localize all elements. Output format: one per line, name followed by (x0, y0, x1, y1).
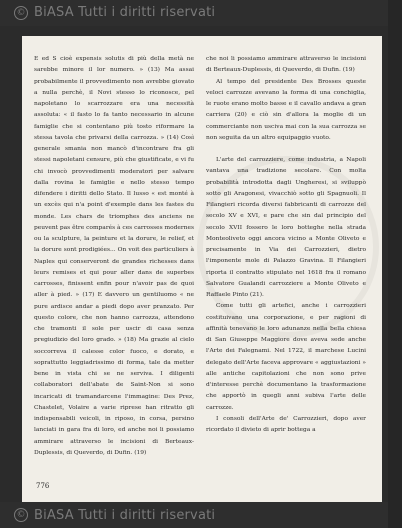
left-paragraph-1: E ed S cioè expensis solutis di più della metà ne sarebbe minore il lor numero. » (13) Ma assai probabilmente il provvedimento non avrebbe giovato a nulla perchè, il Novi stesso lo riconosce, pel napoletano lo scarrozzare era una necessità assoluta: « il fasto lo fa tanto necessario in alcune famiglie che si contentano più tosto riformare la stessa tavola che privarsi della carrozza. » (14) Così generale smania non mancò d'incontrare fra gli stessi napoletani censure, più che giustificate, e vi fu chi invocò provvedimenti moderatori per salvare dalla rovina le famiglie e nello stesso tempo difendere i diritti dello Stato. Il lusso « est monté à un excès qui n'a point d'exemple dans les fastes du monde. Les chars de triomphes des anciens ne peuvent pas être comparés à ces carrosses modernes ou la sculpture, la peinture et la dorure, le relief, et la dorure sont prodigiées... On voit des particuliers à Naples qui conserveront de grandes richesses dans leurs remises et qui pour aller dans de superbes carrosses, finissent enfin pour n'avoir pas de quoi aller à pied. » (17) E davvero un gentiluomo « ne pure ardisce andar a piedi dopo aver pranzato. Per questo colore, che non hanno carrozza, attendono che tramonti il sole per uscir di casa senza pregiudizio del loro grado. » (18) Ma grazie al cielo soccorreva il calesse color fuoco, e dorato, e soprattutto leggiadrissimo di forma, tale da metter bene in vista chi se ne serviva. I diligenti collaboratori dell'abate de Saint-Non si sono incaricati di tramandarcene l'immagine: Des Prez, Chastelet, Volaire a varie riprese han ritratto gli indispensabili veicoli, in riposo, in corsa, persino lanciati in gara fra di loro, ed anche noi li possiamo ammirare attraverso le incisioni di Berteaux-Duplessis, di Queverdo, di Dufin. (19) (34, 56, 195, 456)
right-paragraph-4: Come tutti gli artefici, anche i carrozzieri costituivano una corporazione, e per ragioni di affinità tenevano le loro adunanze nella bella chiesa di San Giuseppe Maggiore dove aveva sede anche l'Arte dei Falegnami. Nel 1722, il marchese Lucini delegato dell'Arte faceva approvare « aggiustazioni » alle antiche capitolazioni che non sono prive d'interesse perchè documentano la trasformazione che apportò in quegli anni subiva l'arte delle carrozze. (206, 303, 366, 411)
scan-edge (388, 0, 402, 528)
page-number: 776 (36, 482, 50, 490)
scanned-page (22, 36, 382, 504)
watermark-top-bar (0, 0, 402, 26)
copyright-icon: © (14, 508, 28, 522)
right-paragraph-2: Al tempo del presidente Des Brosses queste veloci carrozze avevano la forma di una conchiglia, le ruote erano molto basse e il cavallo andava a gran carriera (20) e ciò sin d'allora la moglie di un commerciante non usciva mai con la sua carrozza se non seguita da un altro equipaggio vuoto. (206, 78, 366, 141)
right-paragraph-5: I consoli dell'Arte de' Carrozzieri, dopo aver ricordato il divieto di aprir bottega a (206, 415, 366, 433)
watermark-bottom-text: BiASA Tutti i diritti riservati (34, 508, 216, 523)
paragraph-gap (206, 144, 366, 155)
right-paragraph-3: L'arte del carrozziere, come industria, a Napoli vantava una tradizione secolare. Con molta probabilità introdotta dagli Ungheresi, si sviluppò sotto gli Aragonesi, vivacchiò sotto gli Spagnuoli. Il Filangieri ricorda diversi fabbricanti di carrozze del secolo XV e XVI, e pare che sin dal principio del secolo XVII fossero le loro botteghe nella strada Monteoliveto oggi ancora vicino a Monte Oliveto e precisamente in Via dei Carrozzieri, dietro l'imponente mole di Palazzo Gravina. Il Filangieri riporta il contratto stipulato nel 1618 fra il romano Salvatore Gualandi carrozziere a Monte Oliveto e Raffaele Pinto (21). (206, 157, 366, 298)
watermark-bottom-bar (0, 502, 402, 528)
watermark-top-text: BiASA Tutti i diritti riservati (34, 5, 216, 20)
right-column (206, 54, 366, 436)
left-column (34, 54, 194, 459)
copyright-icon: © (14, 6, 28, 20)
right-paragraph-1: che noi li possiamo ammirare attraverso le incisioni di Berteaux-Duplessis, di Queverdo, di Dufin. (19) (206, 56, 366, 74)
